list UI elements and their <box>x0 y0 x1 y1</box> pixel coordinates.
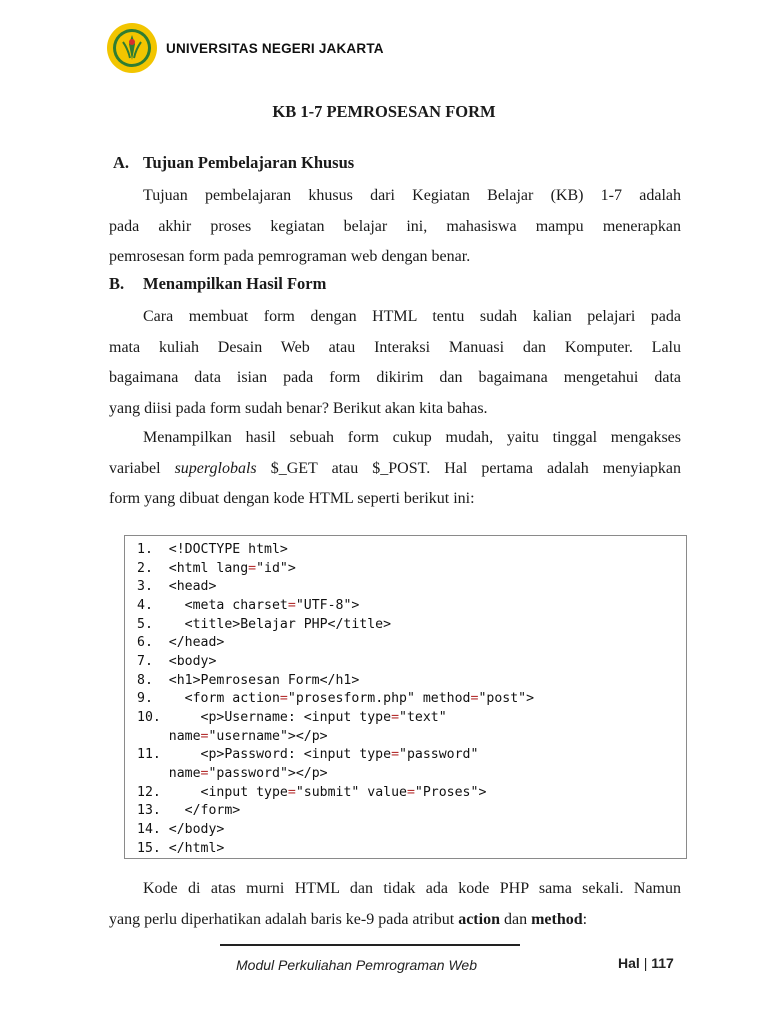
footer-module: Modul Perkuliahan Pemrograman Web <box>236 957 477 973</box>
bold-method: method <box>531 910 583 928</box>
code-line: 5. <title>Belajar PHP</title> <box>137 616 392 632</box>
code-operator: = <box>406 784 415 800</box>
emphasis-superglobals: superglobals <box>174 459 257 477</box>
code-operator: = <box>200 765 209 781</box>
page-separator: | <box>643 955 648 971</box>
code-line: 13. </form> <box>137 803 241 819</box>
section-a-heading <box>113 153 354 173</box>
text-line: bagaimana data isian pada form dikirim dan bagaimana mengetahui data <box>109 369 681 386</box>
code-operator: = <box>470 691 479 707</box>
section-a-letter: A. <box>113 153 130 172</box>
code-operator: = <box>287 784 296 800</box>
code-operator: = <box>391 747 400 763</box>
section-b-letter: B. <box>109 274 125 293</box>
code-line: 6. </head> <box>137 635 225 651</box>
text-fragment: : <box>582 910 588 928</box>
section-a-paragraph <box>109 181 681 273</box>
code-operator: = <box>391 709 400 725</box>
code-operator: = <box>200 728 209 744</box>
code-listing <box>137 541 534 858</box>
text-fragment: dan <box>499 910 532 928</box>
text-line: Menampilkan hasil sebuah form cukup mudah, yaitu tinggal mengakses <box>143 429 681 446</box>
hal-label: Hal <box>618 955 640 971</box>
section-b-paragraph-1 <box>109 302 681 424</box>
code-line: 15. </html> <box>137 840 225 856</box>
text-line: Kode di atas murni HTML dan tidak ada kode PHP sama sekali. Namun <box>143 880 681 897</box>
text-line: pada akhir proses kegiatan belajar ini, mahasiswa mampu menerapkan <box>109 217 681 235</box>
footer-divider <box>220 944 520 946</box>
text-line: Cara membuat form dengan HTML tentu sudah kalian pelajari pada <box>143 308 681 325</box>
after-code-paragraph <box>109 874 681 935</box>
page-number <box>618 955 674 971</box>
code-line: 3. <head> <box>137 579 217 595</box>
code-operator: = <box>279 691 288 707</box>
code-line: 11. <p>Password: <input type="password" <box>137 747 479 763</box>
section-a-title: Tujuan Pembelajaran Khusus <box>143 153 355 172</box>
text-line: pemrosesan form pada pemrograman web dengan benar. <box>109 248 471 265</box>
text-fragment: variabel <box>109 459 175 477</box>
code-line: name="username"></p> <box>137 728 328 744</box>
code-line: 2. <html lang="id"> <box>137 560 296 576</box>
code-block <box>124 535 687 859</box>
text-line: form yang dibuat dengan kode HTML seperti berikut ini: <box>109 490 475 507</box>
code-operator: = <box>248 560 257 576</box>
code-line: 4. <meta charset="UTF-8"> <box>137 597 360 613</box>
text-fragment: $_GET atau $_POST. Hal pertama adalah menyiapkan <box>256 459 681 477</box>
page-value: 117 <box>651 955 674 971</box>
code-line: 1. <!DOCTYPE html> <box>137 542 288 557</box>
code-line: 7. <body> <box>137 653 217 669</box>
code-line: 10. <p>Username: <input type="text" <box>137 709 447 725</box>
code-line: 14. </body> <box>137 821 225 837</box>
page-title: KB 1-7 PEMROSESAN FORM <box>272 102 496 121</box>
code-line: 8. <h1>Pemrosesan Form</h1> <box>137 672 360 688</box>
unj-logo <box>106 22 158 74</box>
text-line <box>109 454 681 485</box>
text-fragment: yang perlu diperhatikan adalah baris ke-9 pada atribut <box>109 910 459 928</box>
code-line: name="password"></p> <box>137 765 328 781</box>
section-b-paragraph-2 <box>109 423 681 515</box>
section-b-title: Menampilkan Hasil Form <box>143 274 327 293</box>
code-operator: = <box>287 597 296 613</box>
text-line: yang diisi pada form sudah benar? Berikut akan kita bahas. <box>109 399 488 417</box>
bold-action: action <box>458 910 500 928</box>
text-line: mata kuliah Desain Web atau Interaksi Manuasi dan Komputer. Lalu <box>109 338 681 356</box>
text-line: Tujuan pembelajaran khusus dari Kegiatan Belajar (KB) 1-7 adalah <box>143 187 681 204</box>
section-b-heading <box>109 274 326 294</box>
university-name: UNIVERSITAS NEGERI JAKARTA <box>166 40 384 56</box>
code-line: 9. <form action="prosesform.php" method="post"> <box>137 691 535 707</box>
code-line: 12. <input type="submit" value="Proses"> <box>137 784 487 800</box>
page-header <box>106 22 384 74</box>
text-line <box>109 905 681 936</box>
